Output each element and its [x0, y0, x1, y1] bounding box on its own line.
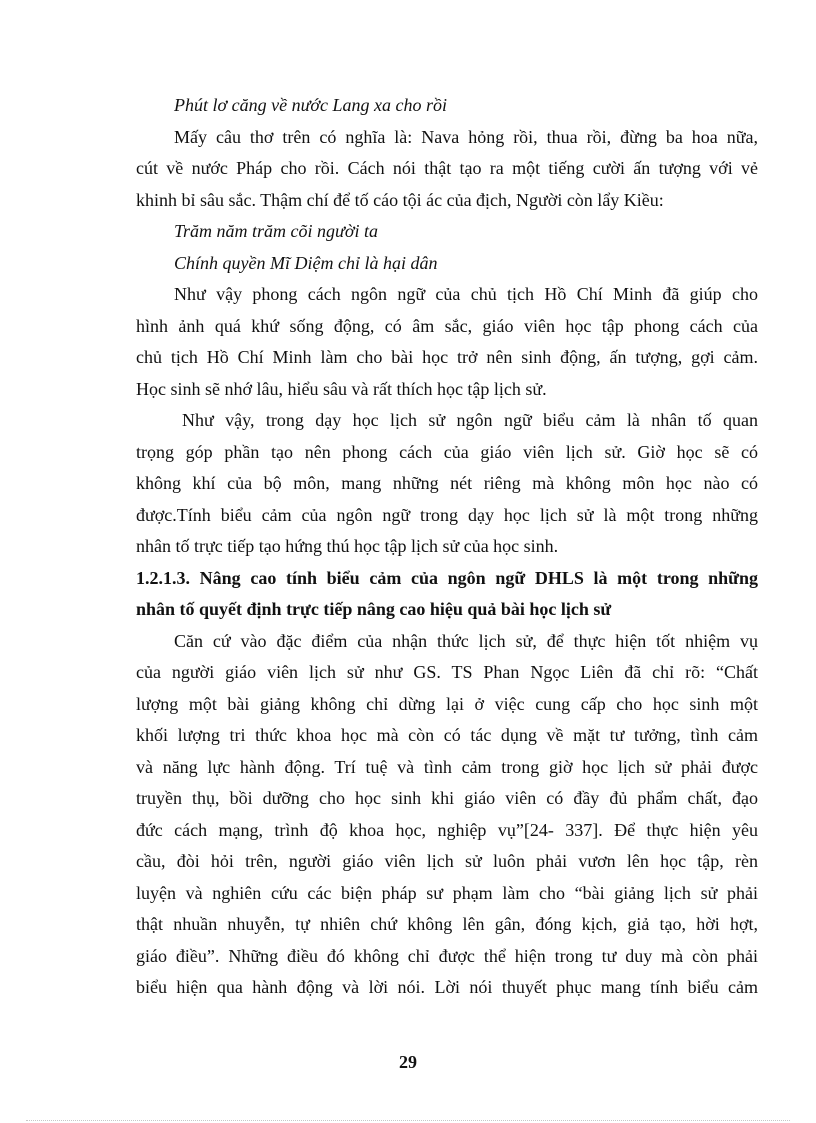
verse-line: Trăm năm trăm cõi người ta [174, 221, 378, 241]
text-line: cút về nước Pháp cho rồi. Cách nói thật tạo ra một tiếng cười ấn tượng với vẻ [136, 158, 758, 178]
text-line: khối lượng tri thức khoa học mà còn có tác dụng về mặt tư tưởng, tình cảm [136, 725, 758, 745]
text-line: cầu, đòi hỏi trên, người giáo viên lịch sử luôn phải vươn lên học tập, rèn [136, 851, 758, 871]
text-line: trọng góp phần tạo nên phong cách của giáo viên lịch sử. Giờ học sẽ có [136, 441, 758, 462]
verse-line: Phút lơ căng về nước Lang xa cho rồi [174, 95, 447, 115]
text-line: và năng lực hành động. Trí tuệ và tình cảm trong giờ học lịch sử phải được [136, 756, 758, 777]
text-line: của người giáo viên lịch sử như GS. TS Phan Ngọc Liên đã chỉ rõ: “Chất [136, 662, 758, 682]
text-line: luyện và nghiên cứu các biện pháp sư phạm làm cho “bài giảng lịch sử phải [136, 882, 758, 903]
text-line: Học sinh sẽ nhớ lâu, hiểu sâu và rất thích học tập lịch sử. [136, 378, 547, 399]
page-bottom-divider [26, 1120, 790, 1121]
text-line: khinh bỉ sâu sắc. Thậm chí để tố cáo tội ác của địch, Người còn lẩy Kiều: [136, 189, 664, 210]
text-line: giáo điều”. Những điều đó không chỉ được thể hiện trong tư duy mà còn phải [136, 945, 758, 966]
text-line: Mấy câu thơ trên có nghĩa là: Nava hỏng rồi, thua rồi, đừng ba hoa nữa, [174, 126, 758, 147]
text-line: không khí của bộ môn, mang những nét riêng mà không môn học nào có [136, 473, 758, 493]
verse-line: Chính quyền Mĩ Diệm chỉ là hại dân [174, 252, 438, 273]
text-line: hình ảnh quá khứ sống động, có âm sắc, giáo viên học tập phong cách của [136, 315, 758, 336]
body-text [136, 90, 758, 1004]
section-heading-line: nhân tố quyết định trực tiếp nâng cao hiệu quả bài học lịch sử [136, 599, 612, 619]
text-line: Căn cứ vào đặc điểm của nhận thức lịch sử, để thực hiện tốt nhiệm vụ [174, 630, 758, 651]
page-number: 29 [399, 1052, 417, 1072]
section-heading-line: 1.2.1.3. Nâng cao tính biểu cảm của ngôn ngữ DHLS là một trong những [136, 567, 758, 588]
text-line: được.Tính biểu cảm của ngôn ngữ trong dạy học lịch sử là một trong những [136, 504, 758, 525]
text-line: truyền thụ, bồi dưỡng cho học sinh khi giáo viên có đầy đủ phẩm chất, đạo [136, 788, 758, 808]
text-line: đức cách mạng, trình độ khoa học, nghiệp vụ”[24- 337]. Để thực hiện yêu [136, 819, 758, 840]
text-line: chủ tịch Hồ Chí Minh làm cho bài học trở nên sinh động, ấn tượng, gợi cảm. [136, 347, 758, 367]
text-line: Như vậy phong cách ngôn ngữ của chủ tịch Hồ Chí Minh đã giúp cho [174, 284, 758, 304]
text-line: biểu hiện qua hành động và lời nói. Lời nói thuyết phục mang tính biểu cảm [136, 977, 758, 997]
text-line: nhân tố trực tiếp tạo hứng thú học tập lịch sử của học sinh. [136, 536, 559, 556]
text-line: thật nhuần nhuyễn, tự nhiên chứ không lên gân, đóng kịch, giả tạo, hời hợt, [136, 914, 758, 934]
text-line: Như vậy, trong dạy học lịch sử ngôn ngữ biểu cảm là nhân tố quan [182, 410, 758, 430]
text-line: lượng một bài giảng không chỉ dừng lại ở việc cung cấp cho học sinh một [136, 693, 758, 714]
